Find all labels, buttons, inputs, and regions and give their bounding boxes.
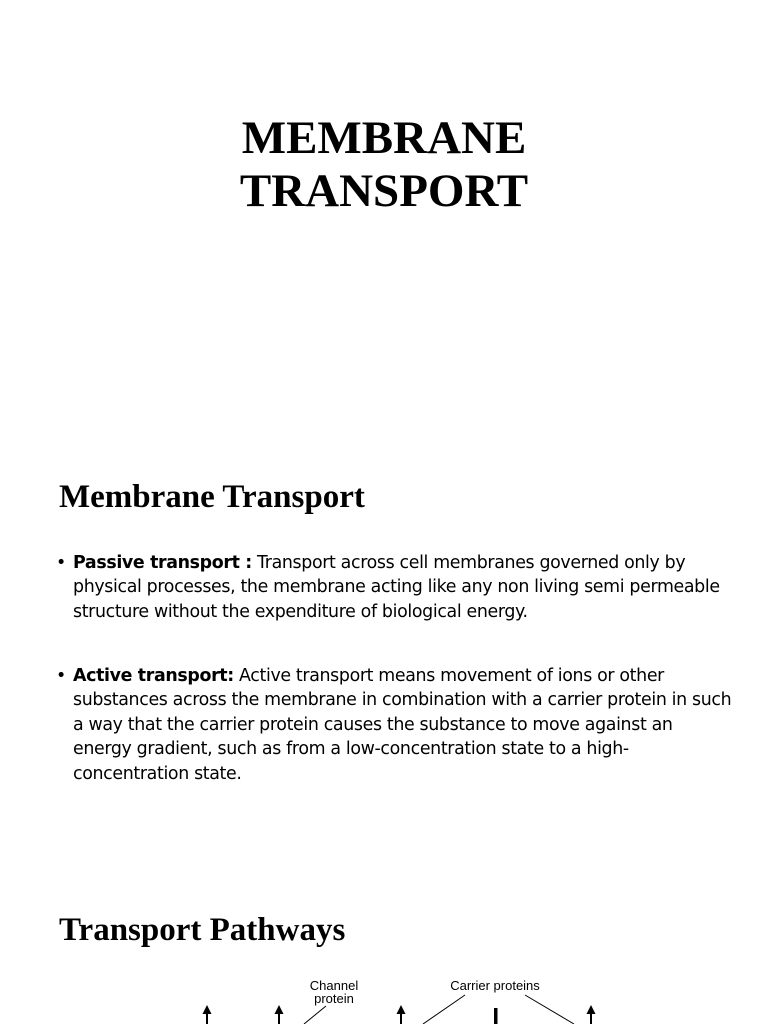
- bullet-active-transport: [56, 664, 732, 786]
- bullet-description: Transport across cell membranes governed only by physical processes, the membrane acting like any non living semi permeable structure without the expenditure of biological energy.: [73, 553, 720, 622]
- carrier-protein-bar: [494, 1008, 498, 1024]
- bullet-passive-transport: [56, 551, 732, 624]
- bullet-description: Active transport means movement of ions or other substances across the membrane in combination with a carrier protein in such a way that the carrier protein causes the substance to move against an energy gradient, such as from a low-concentration state to a high-concentration state.: [73, 666, 732, 784]
- slide-title-line-2: TRANSPORT: [239, 165, 529, 217]
- slide-title-line-1: MEMBRANE: [241, 112, 527, 164]
- carrier-proteins-label: Carrier proteins: [450, 978, 540, 993]
- up-arrow-icon: [587, 1005, 596, 1024]
- transport-pathways-heading: Transport Pathways: [59, 912, 346, 948]
- bullet-dot-icon: •: [56, 553, 66, 573]
- carrier-pointer-line-left: [423, 995, 465, 1024]
- channel-protein-label-line-2: protein: [314, 991, 354, 1006]
- bullet-text: [73, 551, 732, 624]
- up-arrow-icon: [275, 1005, 284, 1024]
- bullet-term: Active transport:: [73, 666, 234, 686]
- channel-pointer-line: [304, 1006, 326, 1024]
- slide-title: [0, 112, 768, 218]
- membrane-transport-heading: Membrane Transport: [59, 479, 365, 515]
- up-arrow-icon: [203, 1005, 212, 1024]
- transport-pathways-diagram: [180, 972, 620, 1024]
- carrier-pointer-line-right: [525, 995, 574, 1024]
- bullet-dot-icon: •: [56, 666, 66, 686]
- bullet-text: [73, 664, 732, 786]
- bullet-term: Passive transport :: [73, 553, 252, 573]
- up-arrow-icon: [397, 1005, 406, 1024]
- channel-protein-label-line-1: Channel: [309, 978, 359, 993]
